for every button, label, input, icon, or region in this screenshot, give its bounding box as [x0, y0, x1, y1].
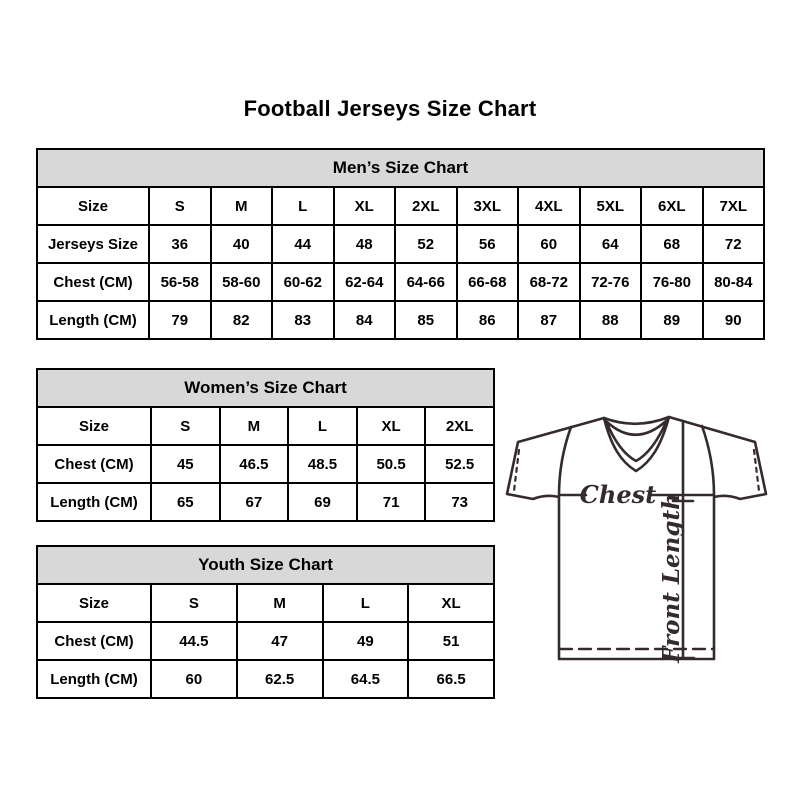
table-cell: 60: [518, 225, 580, 263]
column-header: L: [272, 187, 334, 225]
table-cell: 80-84: [703, 263, 765, 301]
table-cell: 47: [237, 622, 323, 660]
table-row: [37, 483, 494, 521]
table-row: [37, 622, 494, 660]
table-cell: 85: [395, 301, 457, 339]
table-cell: 64.5: [323, 660, 409, 698]
row-label: Length (CM): [37, 660, 151, 698]
table-cell: 89: [641, 301, 703, 339]
table-cell: 72: [703, 225, 765, 263]
table-cell: 64: [580, 225, 642, 263]
table-cell: 60: [151, 660, 237, 698]
table-cell: 65: [151, 483, 220, 521]
table-cell: 79: [149, 301, 211, 339]
table-cell: 72-76: [580, 263, 642, 301]
jersey-outline: [507, 417, 766, 659]
header-row: [37, 584, 494, 622]
column-header: S: [151, 584, 237, 622]
table-cell: 62-64: [334, 263, 396, 301]
table-row: [37, 263, 764, 301]
table-cell: 83: [272, 301, 334, 339]
table-cell: 69: [288, 483, 357, 521]
chest-label: Chest: [579, 480, 657, 509]
column-header: XL: [408, 584, 494, 622]
column-header: L: [288, 407, 357, 445]
table-cell: 68-72: [518, 263, 580, 301]
table-cell: 73: [425, 483, 494, 521]
table-cell: 48: [334, 225, 396, 263]
table-cell: 64-66: [395, 263, 457, 301]
table-cell: 56: [457, 225, 519, 263]
column-header: L: [323, 584, 409, 622]
table-cell: 46.5: [220, 445, 289, 483]
column-header: M: [237, 584, 323, 622]
table-cell: 76-80: [641, 263, 703, 301]
table-cell: 49: [323, 622, 409, 660]
column-header: Size: [37, 584, 151, 622]
column-header: 3XL: [457, 187, 519, 225]
table-cell: 86: [457, 301, 519, 339]
row-label: Jerseys Size: [37, 225, 149, 263]
row-label: Chest (CM): [37, 445, 151, 483]
front-length-label: Front Length: [658, 493, 685, 663]
table-cell: 44.5: [151, 622, 237, 660]
table-cell: 45: [151, 445, 220, 483]
table-row: [37, 301, 764, 339]
column-header: 2XL: [395, 187, 457, 225]
womens-size-chart-section: [36, 368, 495, 522]
table-cell: 87: [518, 301, 580, 339]
column-header: XL: [357, 407, 426, 445]
table-cell: 66.5: [408, 660, 494, 698]
header-row: [37, 187, 764, 225]
table-row: [37, 445, 494, 483]
column-header: M: [211, 187, 273, 225]
mens-size-chart-section: [36, 148, 765, 340]
table-cell: 36: [149, 225, 211, 263]
table-cell: 62.5: [237, 660, 323, 698]
column-header: 7XL: [703, 187, 765, 225]
column-header: Size: [37, 187, 149, 225]
table-cell: 58-60: [211, 263, 273, 301]
column-header: 6XL: [641, 187, 703, 225]
row-label: Length (CM): [37, 483, 151, 521]
youth-size-chart-section: [36, 545, 495, 699]
table-cell: 68: [641, 225, 703, 263]
womens-size-table: [36, 368, 495, 522]
table-cell: 44: [272, 225, 334, 263]
table-cell: 51: [408, 622, 494, 660]
row-label: Chest (CM): [37, 263, 149, 301]
table-cell: 84: [334, 301, 396, 339]
table-cell: 67: [220, 483, 289, 521]
table-cell: 48.5: [288, 445, 357, 483]
table-cell: 82: [211, 301, 273, 339]
column-header: S: [151, 407, 220, 445]
header-row: [37, 407, 494, 445]
table-title: Women’s Size Chart: [37, 369, 494, 407]
column-header: XL: [334, 187, 396, 225]
jersey-measurement-diagram: [503, 398, 775, 672]
table-cell: 40: [211, 225, 273, 263]
table-cell: 90: [703, 301, 765, 339]
table-title: Youth Size Chart: [37, 546, 494, 584]
row-label: Length (CM): [37, 301, 149, 339]
column-header: Size: [37, 407, 151, 445]
table-cell: 52: [395, 225, 457, 263]
table-cell: 50.5: [357, 445, 426, 483]
column-header: 5XL: [580, 187, 642, 225]
table-title: Men’s Size Chart: [37, 149, 764, 187]
table-cell: 56-58: [149, 263, 211, 301]
table-row: [37, 660, 494, 698]
table-cell: 60-62: [272, 263, 334, 301]
table-cell: 71: [357, 483, 426, 521]
row-label: Chest (CM): [37, 622, 151, 660]
column-header: S: [149, 187, 211, 225]
youth-size-table: [36, 545, 495, 699]
column-header: 2XL: [425, 407, 494, 445]
table-cell: 66-68: [457, 263, 519, 301]
column-header: M: [220, 407, 289, 445]
page-title: Football Jerseys Size Chart: [243, 96, 537, 121]
table-row: [37, 225, 764, 263]
mens-size-table: [36, 148, 765, 340]
column-header: 4XL: [518, 187, 580, 225]
table-cell: 52.5: [425, 445, 494, 483]
table-cell: 88: [580, 301, 642, 339]
